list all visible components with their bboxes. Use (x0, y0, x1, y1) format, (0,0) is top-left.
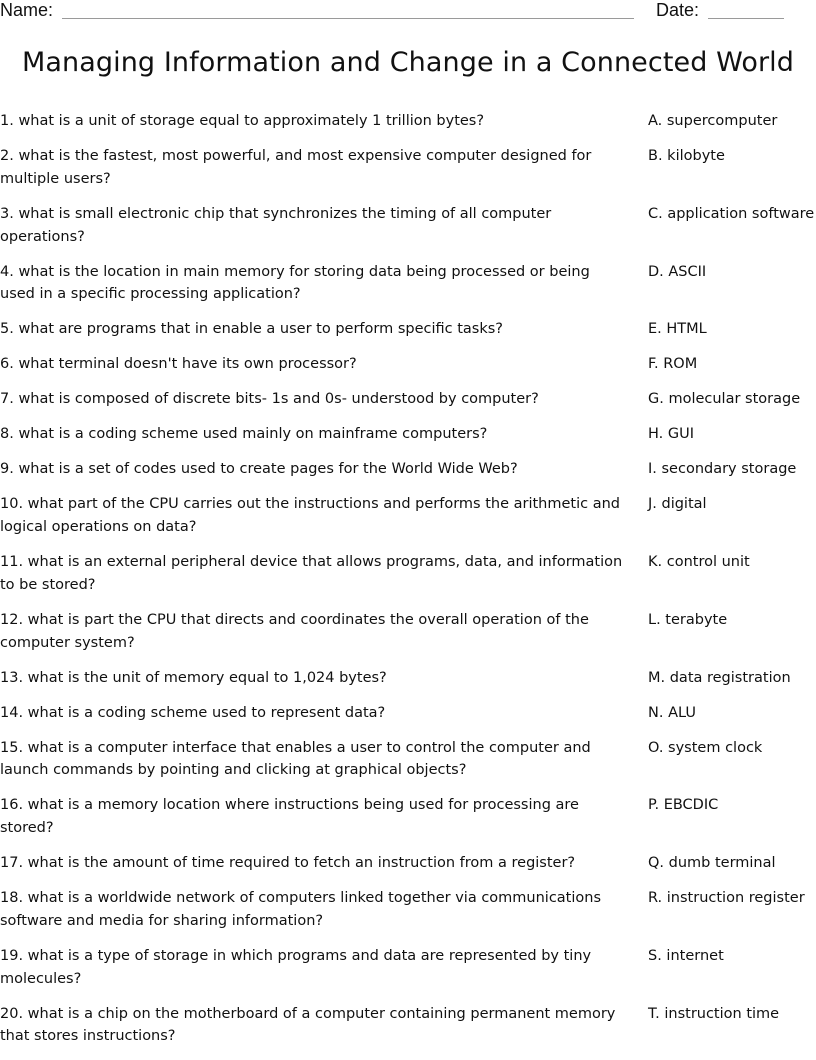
question-text: 5. what are programs that in enable a user to perform specific tasks? (0, 321, 503, 338)
question-text: 11. what is an external peripheral device that allows programs, data, and information to be stored? (0, 554, 623, 593)
answer-option: B. kilobyte (648, 147, 725, 164)
answer-option: Q. dumb terminal (648, 855, 776, 872)
answer-option: E. HTML (648, 321, 707, 338)
answer-option: K. control unit (648, 554, 750, 571)
question-text: 9. what is a set of codes used to create pages for the World Wide Web? (0, 461, 518, 478)
question-text: 18. what is a worldwide network of computers linked together via communications software and media for sharing information? (0, 890, 602, 929)
question-text: 19. what is a type of storage in which programs and data are represented by tiny molecules? (0, 947, 592, 987)
list-item (0, 702, 816, 725)
list-item (0, 794, 816, 840)
matching-list (0, 110, 816, 1060)
list-item (0, 203, 816, 249)
answer-option: L. terabyte (648, 611, 728, 628)
list-item (0, 493, 816, 539)
question-text: 16. what is a memory location where instructions being used for processing are stored? (0, 797, 579, 837)
list-item (0, 887, 816, 933)
answer-option: C. application software (648, 205, 815, 222)
question-text: 14. what is a coding scheme used to represent data? (0, 704, 386, 721)
question-text: 8. what is a coding scheme used mainly on mainframe computers? (0, 426, 488, 443)
list-item (0, 1003, 816, 1049)
answer-option: T. instruction time (648, 1005, 780, 1022)
question-text: 3. what is small electronic chip that synchronizes the timing of all computer operations? (0, 205, 552, 245)
answer-option: J. digital (648, 496, 707, 513)
date-blank-line (708, 18, 784, 19)
answer-option: F. ROM (648, 356, 698, 373)
question-text: 10. what part of the CPU carries out the instructions and performs the arithmetic and logical operations on data? (0, 496, 620, 536)
answer-option: D. ASCII (648, 263, 707, 280)
list-item (0, 945, 816, 991)
answer-option: M. data registration (648, 669, 791, 686)
answer-option: S. internet (648, 947, 724, 964)
question-text: 13. what is the unit of memory equal to 1,024 bytes? (0, 669, 387, 686)
list-item (0, 667, 816, 690)
question-text: 4. what is the location in main memory for storing data being processed or being used in a specific processing application? (0, 263, 590, 303)
answer-option: I. secondary storage (648, 461, 797, 478)
list-item (0, 458, 816, 481)
answer-option: P. EBCDIC (648, 797, 719, 814)
question-text: 1. what is a unit of storage equal to approximately 1 trillion bytes? (0, 113, 485, 129)
name-blank-line (62, 18, 634, 19)
question-text: 2. what is the fastest, most powerful, and most expensive computer designed for multiple users? (0, 147, 592, 187)
question-text: 7. what is composed of discrete bits- 1s and 0s- understood by computer? (0, 391, 539, 408)
list-item (0, 261, 816, 307)
answer-option: R. instruction register (648, 890, 805, 907)
list-item (0, 145, 816, 191)
answer-option: A. supercomputer (648, 113, 778, 129)
answer-option: O. system clock (648, 739, 763, 756)
question-text: 12. what is part the CPU that directs and coordinates the overall operation of the computer system? (0, 611, 589, 651)
list-item (0, 423, 816, 446)
list-item (0, 110, 816, 133)
question-text: 17. what is the amount of time required to fetch an instruction from a register? (0, 855, 576, 872)
date-label: Date: (656, 0, 700, 20)
question-text: 6. what terminal doesn't have its own processor? (0, 356, 357, 373)
answer-option: N. ALU (648, 704, 696, 721)
list-item (0, 609, 816, 655)
answer-option: G. molecular storage (648, 391, 801, 408)
list-item (0, 318, 816, 341)
answer-option: H. GUI (648, 426, 694, 443)
worksheet-title: Managing Information and Change in a Connected World (21, 47, 795, 78)
list-item (0, 737, 816, 783)
list-item (0, 852, 816, 875)
worksheet-header (0, 0, 816, 30)
name-label: Name: (0, 0, 54, 20)
list-item (0, 353, 816, 376)
question-text: 15. what is a computer interface that enables a user to control the computer and launch commands by pointing and clicking at graphical objects? (0, 739, 591, 779)
list-item (0, 551, 816, 597)
question-text: 20. what is a chip on the motherboard of a computer containing permanent memory that stores instructions? (0, 1005, 616, 1045)
list-item (0, 388, 816, 411)
